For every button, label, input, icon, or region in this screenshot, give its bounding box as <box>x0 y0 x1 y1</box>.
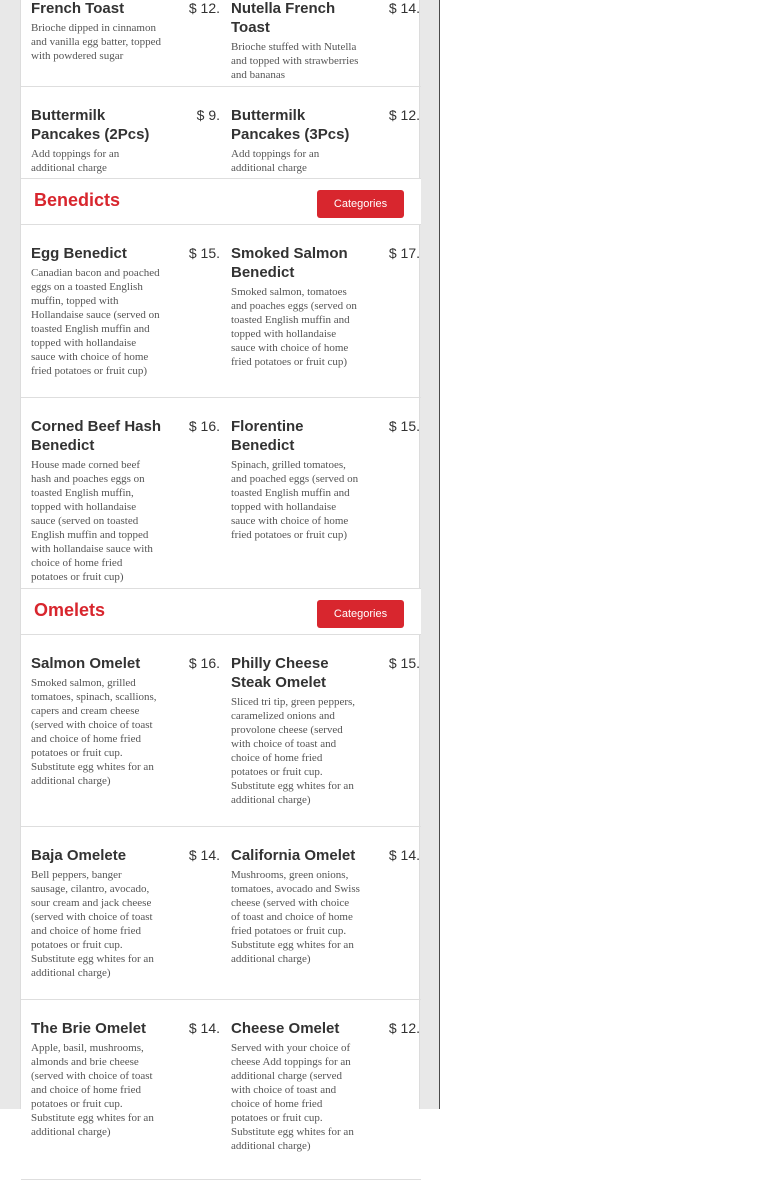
item-price: $ 14. <box>388 847 420 863</box>
item-name: Egg Benedict <box>31 245 127 262</box>
item-price: $ 14. <box>388 0 420 16</box>
menu-item-baja-omelete[interactable] <box>21 827 221 999</box>
item-description: Smoked salmon, grilled tomatoes, spinach, scallions, capers and cream cheese (served with choice of toast and choice of home fried potatoes or fruit cup. Substitute egg whites for an additional charge) <box>31 677 157 787</box>
item-description: Served with your choice of cheese Add toppings for an additional charge (served with choice of toast and choice of home fried potatoes or fruit cup. Substitute egg whites for an additional charge) <box>231 1042 354 1152</box>
item-description: Brioche dipped in cinnamon and vanilla egg batter, topped with powdered sugar <box>31 22 161 62</box>
item-price: $ 16. <box>188 655 220 671</box>
item-name: Corned Beef Hash Benedict <box>31 418 162 454</box>
menu-item-egg-benedict[interactable] <box>21 225 221 397</box>
menu-row <box>21 0 421 87</box>
category-title: Benedicts <box>34 190 121 210</box>
item-price: $ 17. <box>388 245 420 261</box>
item-name: Florentine Benedict <box>231 418 304 454</box>
menu-item-philly-cheese-steak-omelet[interactable] <box>221 635 421 826</box>
item-description: Add toppings for an additional charge <box>31 148 120 174</box>
category-title: Omelets <box>34 600 106 620</box>
menu-row <box>21 1000 421 1180</box>
menu-row <box>21 225 421 398</box>
item-description: Apple, basil, mushrooms, almonds and brie cheese (served with choice of toast and choice of home fried potatoes or fruit cup. Substitute egg whites for an additional charge) <box>31 1042 154 1138</box>
menu-list <box>20 0 420 1152</box>
item-price: $ 14. <box>188 847 220 863</box>
menu-item-french-toast[interactable] <box>21 0 221 86</box>
item-price: $ 15. <box>388 655 420 671</box>
item-price: $ 16. <box>188 418 220 434</box>
item-price: $ 12. <box>388 107 420 123</box>
item-description: Spinach, grilled tomatoes, and poached eggs (served on toasted English muffin and topped with hollandaise sauce with choice of home fried potatoes or fruit cup) <box>231 459 359 541</box>
menu-item-corned-beef-hash-benedict[interactable] <box>21 398 221 588</box>
item-name: Smoked Salmon Benedict <box>231 245 348 281</box>
categories-button[interactable]: Categories <box>317 600 404 628</box>
menu-row <box>21 398 421 589</box>
categories-button[interactable]: Categories <box>317 190 404 218</box>
item-name: Nutella French Toast <box>231 0 336 36</box>
item-name: Salmon Omelet <box>31 655 141 672</box>
item-price: $ 14. <box>188 1020 220 1036</box>
item-name: Buttermilk Pancakes (2Pcs) <box>31 107 150 143</box>
item-description: Add toppings for an additional charge <box>231 148 320 174</box>
item-name: Baja Omelete <box>31 847 127 864</box>
menu-item-salmon-omelet[interactable] <box>21 635 221 826</box>
category-header-omelets <box>21 589 421 635</box>
item-name: Cheese Omelet <box>231 1020 340 1037</box>
menu-item-smoked-salmon-benedict[interactable] <box>221 225 421 397</box>
item-description: Sliced tri tip, green peppers, caramelized onions and provolone cheese (served with choice of toast and choice of home fried potatoes or fruit cup. Substitute egg whites for an additional charge) <box>231 696 356 806</box>
menu-item-nutella-french-toast[interactable] <box>221 0 421 86</box>
menu-item-buttermilk-pancakes-2[interactable] <box>21 87 221 178</box>
item-name: California Omelet <box>231 847 356 864</box>
item-description: Canadian bacon and poached eggs on a toasted English muffin, topped with Hollandaise sauce (served on toasted English muffin and topped with hollandaise sauce with choice of home fried potatoes or fruit cup) <box>31 267 160 377</box>
category-header-benedicts <box>21 179 421 225</box>
item-description: Smoked salmon, tomatoes and poaches eggs (served on toasted English muffin and topped with hollandaise sauce with choice of home fried potatoes or fruit cup) <box>231 286 357 368</box>
item-name: The Brie Omelet <box>31 1020 147 1037</box>
menu-item-florentine-benedict[interactable] <box>221 398 421 588</box>
item-description: House made corned beef hash and poaches eggs on toasted English muffin, topped with hollandaise sauce (served on toasted English muffin and topped with hollandaise sauce with choice of home fried potatoes or fruit cup) <box>31 459 153 583</box>
menu-item-california-omelet[interactable] <box>221 827 421 999</box>
item-price: $ 15. <box>388 418 420 434</box>
menu-row <box>21 87 421 179</box>
item-name: Philly Cheese Steak Omelet <box>231 655 329 691</box>
item-price: $ 9. <box>196 107 220 123</box>
menu-item-cheese-omelet[interactable] <box>221 1000 421 1179</box>
menu-row <box>21 827 421 1000</box>
item-price: $ 15. <box>188 245 220 261</box>
item-description: Mushrooms, green onions, tomatoes, avocado and Swiss cheese (served with choice of toast and choice of home fried potatoes or fruit cup. Substitute egg whites for an additional charge) <box>231 869 360 965</box>
item-price: $ 12. <box>188 0 220 16</box>
menu-row <box>21 635 421 827</box>
menu-item-buttermilk-pancakes-3[interactable] <box>221 87 421 178</box>
item-name: French Toast <box>31 0 125 17</box>
menu-item-brie-omelet[interactable] <box>21 1000 221 1179</box>
item-name: Buttermilk Pancakes (3Pcs) <box>231 107 350 143</box>
item-description: Brioche stuffed with Nutella and topped with strawberries and bananas <box>231 41 359 81</box>
item-description: Bell peppers, banger sausage, cilantro, avocado, sour cream and jack cheese (served with choice of toast and choice of home fried potatoes or fruit cup. Substitute egg whites for an additional charge) <box>31 869 154 979</box>
item-price: $ 12. <box>388 1020 420 1036</box>
